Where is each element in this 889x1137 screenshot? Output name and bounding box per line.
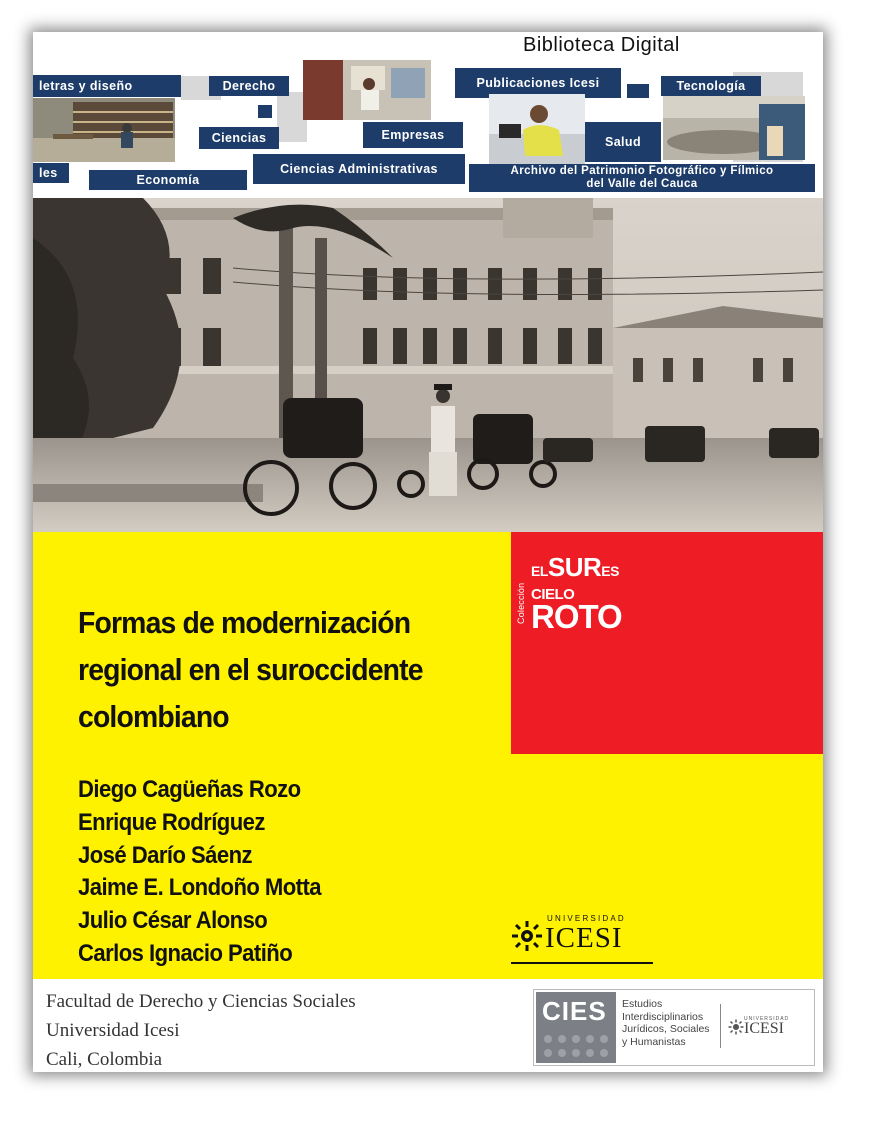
tag-ciencias[interactable]: Ciencias: [199, 127, 279, 149]
word-es: ES: [601, 563, 619, 579]
city-name: Cali, Colombia: [46, 1049, 163, 1070]
icesi-name: ICESI: [545, 922, 623, 954]
collection-badge: [511, 532, 823, 754]
cies-dots-icon: [542, 1032, 612, 1060]
cies-line: y Humanistas: [622, 1035, 686, 1048]
archivo-line1: Archivo del Patrimonio Fotográfico y Fílmico: [510, 165, 774, 177]
cover-yellow-panel: [33, 532, 823, 979]
tag-artes[interactable]: les: [33, 163, 69, 183]
tag-salud[interactable]: Salud: [585, 122, 661, 162]
tag-letras-diseno[interactable]: letras y diseño: [33, 75, 181, 97]
historic-street-photo: [33, 198, 823, 532]
tag-economia[interactable]: Economía: [89, 170, 247, 190]
title-line3: colombiano: [78, 700, 229, 734]
cies-divider: [720, 1004, 721, 1048]
title-line1: Formas de modernización: [78, 606, 411, 640]
icesi-logo: [511, 910, 656, 970]
tag-derecho[interactable]: Derecho: [209, 76, 289, 96]
decor-square: [627, 84, 649, 98]
faculty-name: Facultad de Derecho y Ciencias Sociales: [46, 991, 356, 1012]
cies-line: Jurídicos, Sociales: [622, 1023, 710, 1035]
publisher-info: [46, 987, 356, 1074]
collection-word1: [531, 552, 619, 582]
archivo-line2: del Valle del Cauca: [586, 178, 698, 190]
tag-tecnologia[interactable]: Tecnología: [661, 76, 761, 96]
author-name: Diego Cagüeñas Rozo: [78, 776, 301, 803]
author-name: Julio César Alonso: [78, 907, 268, 935]
icesi-sun-icon: [728, 1019, 744, 1035]
office-photo: [303, 60, 431, 120]
cies-logo: [533, 989, 815, 1066]
tag-publicaciones[interactable]: Publicaciones Icesi: [455, 68, 621, 98]
library-photo: [33, 98, 175, 162]
tag-ciencias-administrativas[interactable]: Ciencias Administrativas: [253, 154, 465, 184]
cover-footer: [33, 979, 823, 1072]
word-sur: SUR: [547, 552, 602, 582]
book-cover: [33, 32, 823, 1072]
cies-line: Interdisciplinarios: [622, 1010, 704, 1023]
digital-library-banner: [33, 32, 823, 197]
decor-square: [258, 105, 272, 118]
cies-line: Estudios: [622, 998, 663, 1010]
cies-mark: [536, 992, 616, 1063]
author-name: Enrique Rodríguez: [78, 808, 265, 836]
tag-archivo-patrimonio[interactable]: [469, 164, 815, 192]
word-el: EL: [531, 563, 548, 579]
technology-photo: [663, 96, 805, 160]
book-title: [78, 600, 478, 741]
cies-icesi-name: ICESI: [744, 1020, 784, 1037]
icesi-underline: [511, 962, 653, 964]
banner-title: Biblioteca Digital: [523, 34, 680, 56]
author-list: [78, 774, 321, 971]
title-line2: regional en el suroccidente: [78, 653, 423, 687]
collection-word2: CIELO: [531, 586, 575, 603]
author-name: Jaime E. Londoño Motta: [78, 874, 322, 902]
cies-universidad: UNIVERSIDAD: [744, 1016, 790, 1022]
cies-acronym: CIES: [542, 996, 607, 1026]
tag-empresas[interactable]: Empresas: [363, 122, 463, 148]
student-photo: [489, 94, 585, 166]
icesi-universidad: UNIVERSIDAD: [547, 914, 626, 923]
collection-label: Colección: [516, 582, 526, 624]
cies-description: [622, 998, 710, 1048]
author-name: José Darío Sáenz: [78, 841, 253, 869]
icesi-sun-icon: [511, 920, 543, 952]
author-name: Carlos Ignacio Patiño: [78, 939, 293, 967]
university-name: Universidad Icesi: [46, 1020, 180, 1041]
collection-word3: ROTO: [531, 598, 622, 635]
